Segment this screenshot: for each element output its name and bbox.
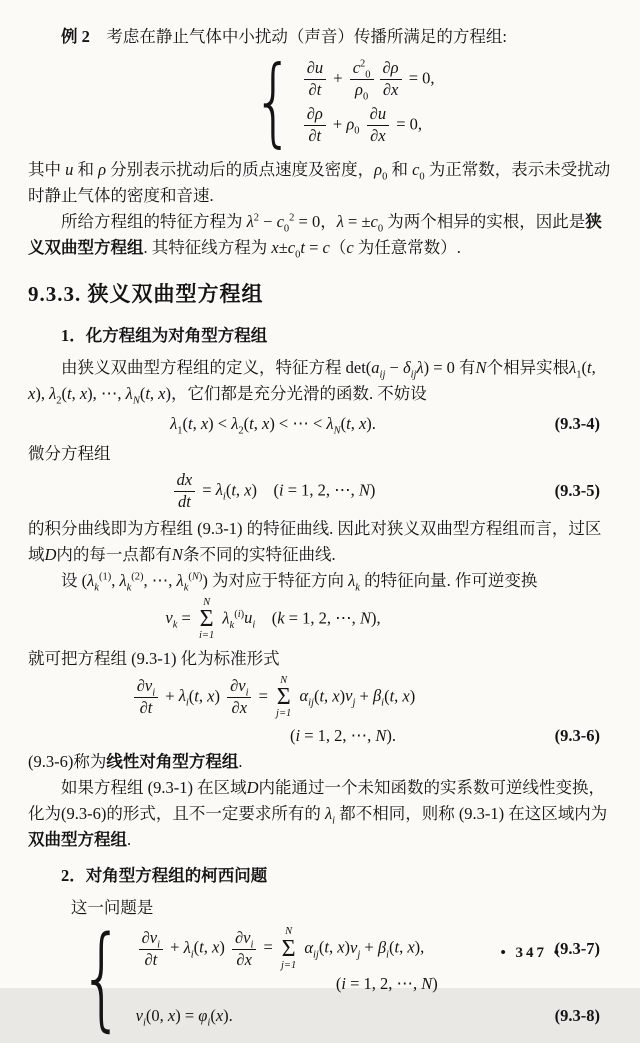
equation-momentum: $\frac{\partial u}{\partial t}$ + $\frac{c^2_0}{\rho_0}$ $\frac{\partial\rho}{\partial x}$ = 0, — [301, 59, 435, 100]
equation-continuity: $\frac{\partial\rho}{\partial t}$ + $\rho_0$ $\frac{\partial u}{\partial x}$ = 0, — [301, 105, 435, 146]
equation-number: (9.3-4) — [554, 413, 600, 433]
equation-number: (9.3-5) — [554, 481, 600, 501]
para-definition: 由狭义双曲型方程组的定义，特征方程 $\det(a_{ij} - \delta_{ij}\lambda) = 0$ 有N个相异实根$\lambda_1(t$, x), $\lambda_2(t$, x), ⋯, $\lambda_N(t$, x)，它们都是充分光滑的函数. 不妨设 — [28, 357, 596, 407]
equation-9-3-6-line1 — [28, 676, 614, 720]
equation-body: $\frac{\partial v_i}{\partial t}$ + $\lambda_i(t$, x) $\frac{\partial v_i}{\partial x}$ = N Σ j=1 $\alpha_{ij}(t$, $x)v_j + \beta_i(t$, x) — [28, 676, 518, 720]
sound-wave-equation-system — [246, 46, 614, 159]
equation-number: (9.3-8) — [554, 1006, 600, 1026]
subsection1-title: 1．化方程组为对角型方程组 — [61, 325, 268, 345]
system-brace: { — [252, 46, 294, 159]
para-ode: 微分方程组 — [28, 443, 111, 463]
equation-body: $v_i(0$, $x) = \varphi_i(x)$. — [135, 1006, 233, 1029]
para-linear-diagonal: (9.3-6)称为线性对角型方程组. — [28, 752, 243, 772]
equation-condition: (i = 1, 2, ⋯, N) — [335, 974, 438, 994]
equation-9-3-7-line2 — [136, 971, 614, 997]
equation-9-3-4 — [28, 411, 614, 437]
example2-intro: 例 2 考虑在静止气体中小扰动（声音）传播所满足的方程组: — [61, 27, 507, 46]
equation-number: (9.3-6) — [554, 726, 600, 746]
equation-number: (9.3-7) — [554, 939, 600, 959]
para-eigenvector: 设 ($\lambda_k^{(1)}$, $\lambda_k^{(2)}$, ⋯, $\lambda_k^{(N)}$) 为对应于特征方向 $\lambda_k$ 的特征向量. 作可逆变换 — [61, 570, 538, 594]
para-characteristic-roots: 所给方程组的特征方程为 $\lambda^2 - c_0^2 = 0$，$\lambda = \pm c_0$ 为两个相异的实根，因此是狭义双曲型方程组. 其特征线方程为 $x\pm c_0t = c(c$ 为任意常数）. — [28, 211, 602, 261]
para-cauchy-problem: 这一问题是 — [70, 898, 154, 918]
equation-9-3-5 — [28, 471, 614, 512]
equation-9-3-6-line2 — [28, 723, 614, 749]
equation-body: $\frac{dx}{dt}$ = $\lambda_i(t$, x) (i = 1, 2, ⋯, N) — [28, 471, 518, 512]
para-standard-form: 就可把方程组 (9.3-1) 化为标准形式 — [28, 648, 280, 668]
para-variable-meaning: 其中 u 和 ρ 分别表示扰动后的质点速度及密度，$\rho_0$ 和 $c_0$ 为正常数，表示未受扰动时静止气体的密度和音速. — [28, 159, 611, 205]
equation-body: $v_k$ = N Σ i=1 $\lambda_k^{(i)}u_i$ (k = 1, 2, ⋯, N), — [165, 596, 381, 642]
equation-body: $\frac{\partial v_i}{\partial t}$ + $\lambda_i(t$, x) $\frac{\partial v_i}{\partial x}$ = N Σ j=1 $\alpha_{ij}(t$, $x)v_j + \beta_i(t$, x), — [136, 927, 518, 971]
system-lines — [301, 54, 435, 151]
equation-body: $\lambda_1(t$, $x) < \lambda_2(t$, x) < ⋯ < $\lambda_N(t$, x). — [170, 413, 376, 437]
system-brace: { — [79, 912, 125, 1043]
equation-9-3-8 — [136, 1003, 614, 1029]
equation-transform — [28, 598, 614, 642]
para-hyperbolic-definition: 如果方程组 (9.3-1) 在区域D内能通过一个未知函数的实系数可逆线性变换，化为(9.3-6)的形式，且不一定要求所有的 $\lambda_i$ 都不相同，则称 (9.3-1) 在这区域内为双曲型方程组. — [28, 778, 608, 850]
equation-condition: (i = 1, 2, ⋯, N). — [289, 726, 397, 746]
para-integral-curves: 的积分曲线即为方程组 (9.3-1) 的特征曲线. 因此对狭义双曲型方程组而言，过区域D内的每一点都有N条不同的实特征曲线. — [28, 518, 602, 564]
section-title-933: 9.3.3. 狭义双曲型方程组 — [28, 281, 264, 306]
subsection2-title: 2．对角型方程组的柯西问题 — [61, 866, 268, 886]
page-number: • 347 • — [500, 945, 562, 961]
